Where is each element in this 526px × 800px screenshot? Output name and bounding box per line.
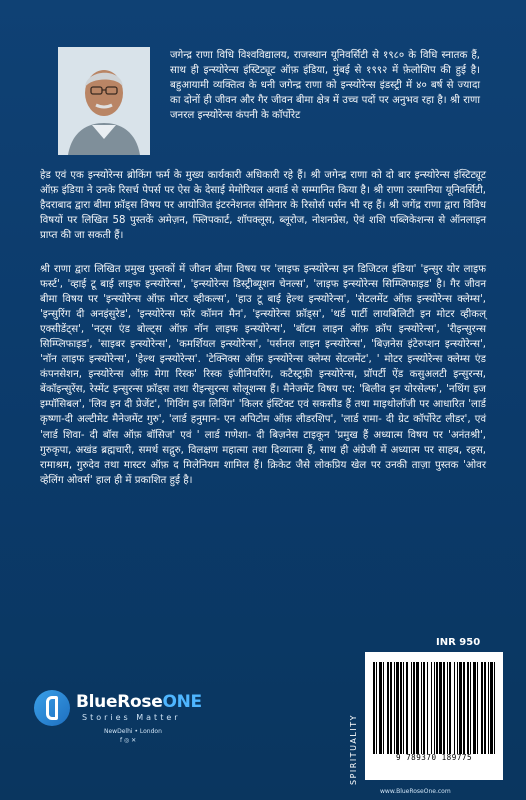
barcode-bar bbox=[490, 662, 493, 754]
barcode-bar bbox=[406, 662, 408, 754]
isbn-barcode bbox=[373, 662, 495, 754]
barcode-bar bbox=[477, 662, 478, 754]
barcode-bar bbox=[416, 662, 419, 754]
barcode-bar bbox=[379, 662, 382, 754]
barcode-bar bbox=[390, 662, 392, 754]
barcode-bar bbox=[454, 662, 455, 754]
author-bio-continued: हेड एवं एक इन्स्योरेन्स ब्रोकिंग फर्म के मुख्य कार्यकारी अधिकारी रहे हैं। श्री जगेन्द्र राणा को दो बार इन्स्योरेन्स इंस्टिट्यूट ऑफ़ इंडिया ने उनके रिसर्च पेपर्स पर ऐस के देसाई मेमोरियल अवार्ड से सम्मानित किया है। श्री राणा उस्मानिया यूनिवर्सिटी, हैदराबाद द्वारा बीमा फ्रॉड्स विषय पर आयोजित इंटरनेशनल सेमिनार के रिसोर्स पर्सन भी रह हैं। श्री जगेंद्र राणा द्वारा विविध विषयों पर लिखित 58 पुस्तकें अमेज़न, फ्लिपकार्ट, शॉपक्लूस, ब्लूरोज, नोशनप्रेस, ऐवं शशि पब्लिकेशन्स से ऑनलाइन प्राप्त की जा सकती हैं। bbox=[40, 170, 486, 242]
genre-label-vertical bbox=[348, 715, 362, 785]
publisher-name-main: BlueRose bbox=[76, 692, 163, 712]
barcode-bar bbox=[457, 662, 458, 754]
barcode-bar bbox=[373, 662, 375, 754]
author-bio-intro: जगेन्द्र राणा विधि विश्वविद्यालय, राजस्थान यूनिवर्सिटी से १९८० के विधि स्नातक हैं, साथ ही इन्स्योरेन्स इंस्टिट्यूट ऑफ़ इंडिया, मुंबई से १९९२ में फ़ेलोशिप की हुई है। बहुआयामी व्यक्तित्व के धनी जगेन्द्र राणा को इन्स्योरेन्स इंडस्ट्री में ४० बर्ष से ज्यादा का दोनों ही जीवन और गैर जीवन बीमा क्षेत्र में उच्च पदों पर अनुभव रहा है। श्री राणा जनरल इन्स्योरेन्स कंपनी के कॉर्पोरेट bbox=[170, 50, 480, 122]
barcode-bar bbox=[387, 662, 389, 754]
bluerose-logo-icon bbox=[34, 690, 70, 726]
publisher-name bbox=[76, 692, 202, 712]
barcode-bar bbox=[449, 662, 451, 754]
barcode-bar bbox=[383, 662, 384, 754]
barcode-bar bbox=[403, 662, 404, 754]
barcode-bar bbox=[488, 662, 489, 754]
barcode-bar bbox=[396, 662, 399, 754]
barcode-bar bbox=[421, 662, 422, 754]
barcode-bar bbox=[394, 662, 395, 754]
isbn-number: 9 789370 189775 bbox=[395, 753, 473, 762]
publisher-name-accent: ONE bbox=[162, 692, 202, 712]
publisher-tagline: Stories Matter bbox=[82, 713, 181, 722]
barcode-box bbox=[365, 652, 503, 780]
barcode-bar bbox=[463, 662, 465, 754]
barcode-bar bbox=[431, 662, 432, 754]
barcode-bar bbox=[484, 662, 486, 754]
barcode-bar bbox=[411, 662, 412, 754]
barcode-bar bbox=[413, 662, 415, 754]
publisher-locations: NewDelhi • London bbox=[104, 728, 162, 735]
barcode-bar bbox=[459, 662, 462, 754]
social-icons: f ◎ ✕ bbox=[120, 737, 137, 744]
barcode-bar bbox=[400, 662, 402, 754]
barcode-bar bbox=[436, 662, 438, 754]
publisher-logo bbox=[34, 690, 214, 750]
books-description: श्री राणा द्वारा लिखित प्रमुख पुस्तकों में जीवन बीमा विषय पर 'लाइफ इन्स्योरेन्स इन डिजिटल इंडिया' 'इन्सुर योर लाइफ फर्स्ट', 'व्हाई टू बाई लाइफ इन्स्योरेन्स', 'इन्स्योरेन्स डिस्ट्रीब्यूशन चेनल्स', 'लाइफ इन्स्योरेन्स सिम्प्लिफाइड' है। गैर जीवन बीमा विषय पर 'इन्स्योरेन्स ऑफ़ मोटर व्हीकल्स', 'हाउ टू बाई हेल्थ इन्स्योरेन्स', 'सेटलमेंट ऑफ़ इन्स्योरेन्स क्लेम्स', 'इन्सुरिंग दी अनइंसुरेड', 'इन्स्योरेन्स फॉर कॉमन मैन', 'इन्स्योरेन्स फ्रॉड्स', 'थर्ड पार्टी लायबिलिटी इन मोटर व्हीकल् एक्सीडेंट्स', 'नट्स एंड बोल्ट्स ऑफ़ नॉन लाइफ इन्स्योरेन्स', 'बॉटम लाइन ऑफ़ क्रॉप इन्स्योरेन्स', 'रीइन्सुरन्स सिम्प्लिफाइड', 'साइबर इन्स्योरेन्स', 'कमर्शियल इन्स्योरेन्स', 'पर्सनल लाइन इन्स्योरेन्स', 'बिज़नेस इंटेरुप्शन इन्स्योरेन्स', 'नॉन लाइफ इन्स्योरेन्स', 'हेल्थ इन्स्योरेन्स'. 'टेक्निक्स ऑफ़ इन्स्योरेन्स क्लेम्स सेटलमेंट', ' मोटर इन्स्योरेन्स क्लेम्स एंड कंपनसेशन, इन्स्योरेन्स ऑफ़ मेगा रिस्क' रिस्क इंजीनियरिंग, कटैस्ट्रफ़ी इन्स्योरेन्स, प्रॉपर्टी ऐंड कसुअलटी इन्सुरन्स, बेंकॉइन्सुरेंस, रेस्मेंट इन्सुरन्स फ्रॉड्स तथा रीइन्सुरन्स सोलूशन्स हैं। मैनेजमेंट विषय पर: 'बिलीव इन योरसेल्फ', 'नथिंग इज इम्पॉसिबल', 'लिव इन दी प्रेजेंट', 'गिविंग इज लिविंग' 'किलर इंस्टिंक्ट एवं सकसीड हैं तथा माइथोलॉजी पर आधारित 'लार्ड कृष्णा-दी अल्टीमेट मैनेजमेंट गुरु', 'लार्ड हनुमान- एन अपिटोम ऑफ़ लीडरशिप', 'लार्ड रामा- दी ग्रेट कॉर्पोरेट लीडर', एवं 'लार्ड शिवा- दी बॉस ऑफ़ बॉसिज' एवं ' लार्ड गणेशा- दी बिज़नेस टाइकून 'प्रमुख हैं अध्यात्म विषय पर 'अनंतश्री', गुरुकृपा, अखंड ब्रह्मचारी, समर्थ सद्गुरु, विलक्षण महात्मा तथा दिव्यात्मा हैं, साथ ही अंग्रेजी में अध्यात्म पर साहब, रहस, रामाश्रम, गुरुदेव तथा मास्टर ऑफ़ द मिलेनियम शामिल हैं। क्रिकेट जैसे लोकप्रिय खेल पर उनकी ताज़ा पुस्तक 'ओवर व्हेलिंग ओवर्स' हाल ही में प्रकाशित हुई है। bbox=[40, 264, 486, 486]
barcode-bar bbox=[434, 662, 435, 754]
barcode-bar bbox=[494, 662, 495, 754]
barcode-bar bbox=[376, 662, 377, 754]
barcode-bar bbox=[423, 662, 425, 754]
barcode-bar bbox=[447, 662, 448, 754]
barcode-bar bbox=[473, 662, 476, 754]
barcode-bar bbox=[439, 662, 442, 754]
genre-text: SPIRITUALITY bbox=[348, 714, 358, 785]
barcode-bar bbox=[427, 662, 428, 754]
author-photo bbox=[58, 47, 150, 155]
price-label: INR 950 bbox=[436, 637, 481, 648]
barcode-bar bbox=[481, 662, 483, 754]
barcode-bar bbox=[467, 662, 469, 754]
publisher-website: www.BlueRoseOne.com bbox=[380, 788, 451, 795]
author-portrait-illustration bbox=[58, 47, 150, 155]
barcode-bar bbox=[443, 662, 445, 754]
barcode-bar bbox=[470, 662, 471, 754]
